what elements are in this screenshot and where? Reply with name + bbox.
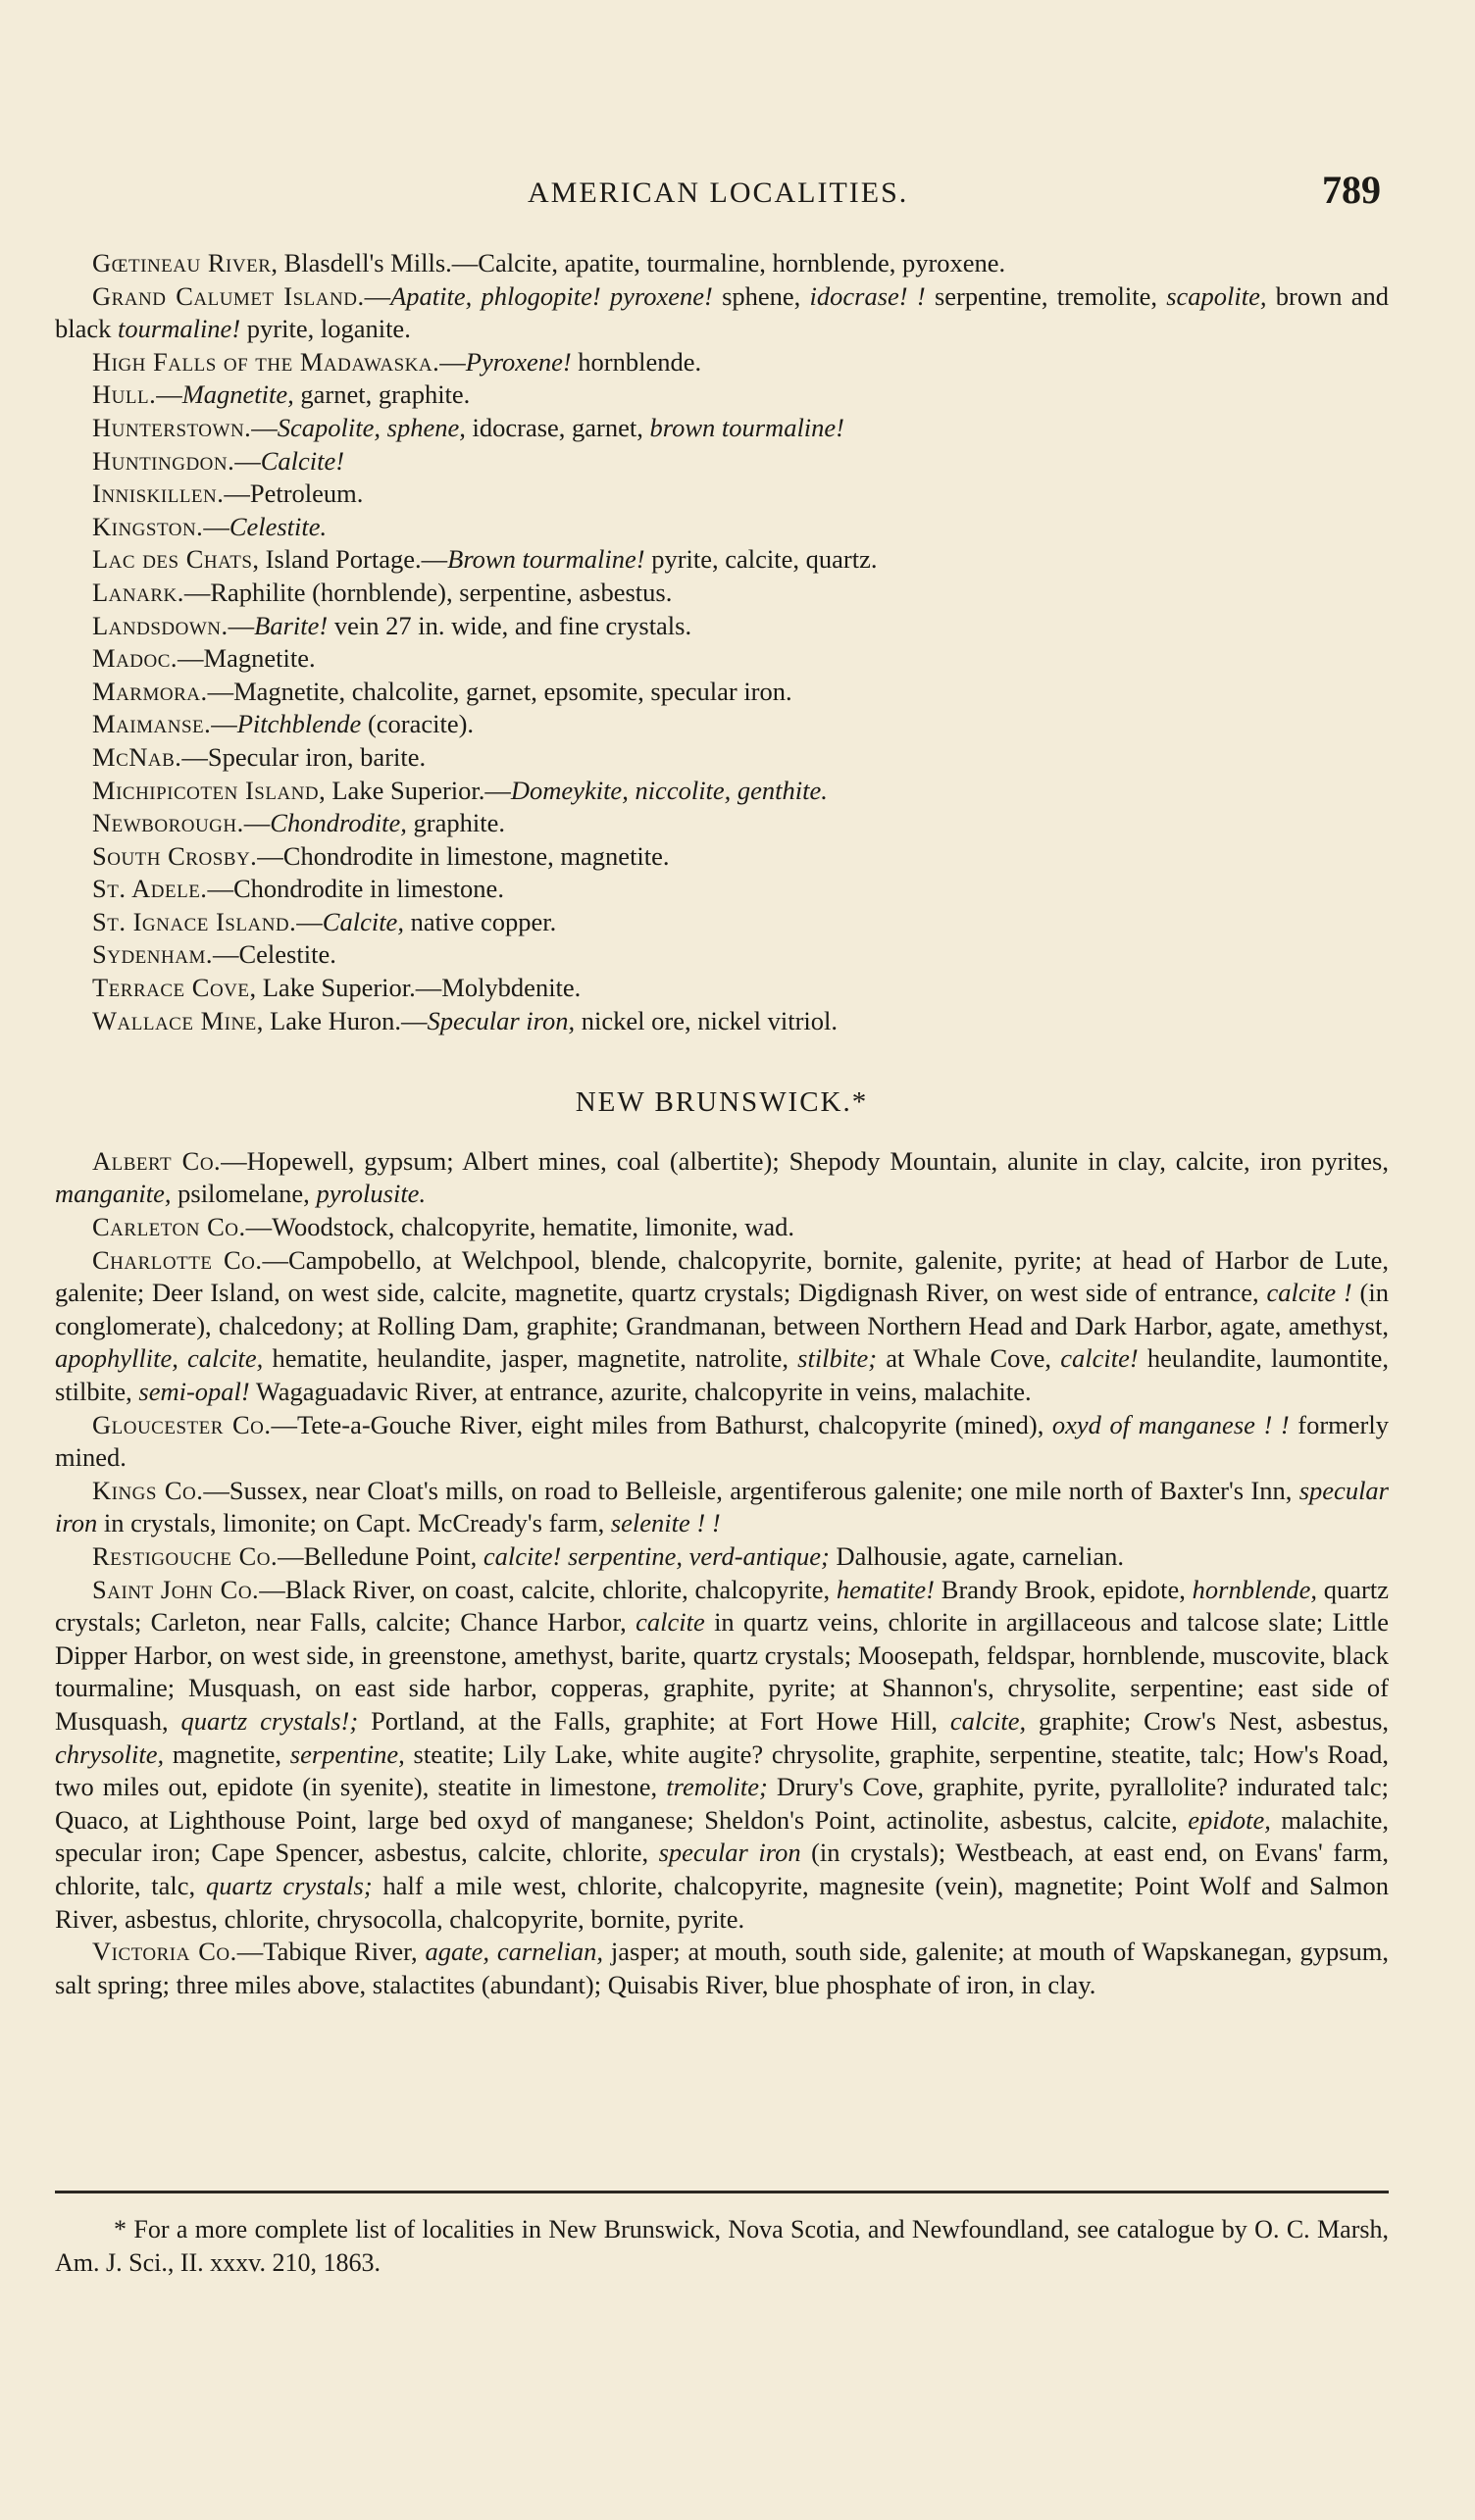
entry-text: —Magnetite, chalcolite, garnet, epsomite, specular iron. — [207, 676, 792, 706]
entry-text: —Tabique River, — [236, 1937, 426, 1967]
entry-text: , Lake Huron.— — [256, 1005, 428, 1035]
locality-name: McNab. — [92, 741, 182, 772]
mineral-emphasis: hematite! — [836, 1574, 935, 1604]
entry-text: jasper; at mouth, south side, galenite; at mouth of Wapskanegan, gypsum, salt spring; three miles above, stalactites (abundant); Quisabis River, blue phosphate of iron, in clay. — [55, 1937, 1389, 1999]
mineral-emphasis: calcite! serpentine, verd-antique; — [483, 1540, 830, 1571]
entry-text: — — [296, 906, 323, 936]
entry-text: —Belledune Point, — [278, 1540, 483, 1571]
locality-name: Michipicoten Island — [92, 775, 320, 805]
entry-text: — — [234, 445, 261, 476]
entry-text: steatite; Lily Lake, white augite? chrysolite, graphite, serpentine, steatite, talc; How's Road, two miles out, epidote (in syenite), steatite in limestone, — [55, 1739, 1389, 1802]
entry-text: heulandite, laumontite, stilbite, — [55, 1343, 1390, 1406]
locality-entry — [55, 445, 1389, 479]
locality-entry — [55, 1574, 1389, 1937]
entry-text: —Raphilite (hornblende), serpentine, asbestus. — [183, 577, 673, 607]
mineral-emphasis: brown tourmaline! — [649, 412, 845, 442]
section-heading-new-brunswick: NEW BRUNSWICK.* — [575, 1086, 869, 1119]
mineral-emphasis: epidote, — [1188, 1804, 1271, 1835]
locality-entry — [55, 478, 1389, 511]
locality-entry — [55, 642, 1389, 676]
locality-entry — [55, 840, 1389, 874]
body-text — [55, 247, 1389, 2001]
mineral-emphasis: Domeykite, niccolite, genthite. — [510, 775, 828, 805]
entry-text: Portland, at the Falls, graphite; at Fort Howe Hill, — [358, 1705, 950, 1736]
mineral-emphasis: Calcite, — [322, 906, 404, 936]
locality-name: Newborough. — [92, 808, 244, 838]
footnote-text: * For a more complete list of localities in New Brunswick, Nova Scotia, and Newfoundland, see catalogue by O. C. Marsh, Am. J. Sci., II. xxxv. 210, 1863. — [55, 2215, 1389, 2277]
entry-text: , Lake Superior.—Molybdenite. — [249, 973, 582, 1003]
entry-text: — — [364, 280, 391, 311]
entry-text: — — [203, 511, 229, 541]
locality-name: St. Ignace Island. — [92, 906, 297, 936]
locality-name: High Falls of the Madawaska. — [92, 346, 440, 377]
locality-entry — [55, 708, 1389, 741]
entry-text: idocrase, garnet, — [465, 412, 650, 442]
entry-text: graphite; Crow's Nest, asbestus, — [1026, 1705, 1390, 1736]
mineral-emphasis: Apatite, phlogopite! pyroxene! — [390, 280, 713, 311]
locality-entry — [55, 412, 1389, 445]
entry-text: —Hopewell, gypsum; Albert mines, coal (albertite); Shepody Mountain, alunite in clay, calcite, iron pyrites, — [221, 1145, 1389, 1176]
locality-entry — [55, 676, 1389, 709]
entry-text: , Lake Superior.— — [319, 775, 511, 805]
entry-text: — — [228, 610, 255, 640]
entry-text: pyrite, loganite. — [240, 314, 411, 344]
locality-name: Restigouche Co. — [92, 1540, 279, 1571]
locality-name: Terrace Cove — [92, 973, 250, 1003]
entry-text: native copper. — [403, 906, 557, 936]
mineral-emphasis: calcite, — [949, 1705, 1027, 1736]
locality-name: St. Adele. — [92, 874, 208, 904]
mineral-emphasis: manganite, — [55, 1179, 172, 1209]
entry-text: —Woodstock, chalcopyrite, hematite, limonite, wad. — [245, 1212, 795, 1242]
entry-text: Dalhousie, agate, carnelian. — [829, 1540, 1125, 1571]
locality-name: Gloucester Co. — [92, 1409, 272, 1439]
mineral-emphasis: agate, carnelian, — [425, 1937, 604, 1967]
entry-text: Brandy Brook, epidote, — [935, 1574, 1193, 1604]
entry-text: —Sussex, near Cloat's mills, on road to Belleisle, argentiferous galenite; one mile north of Baxter's Inn, — [203, 1475, 1299, 1505]
locality-entry — [55, 741, 1389, 775]
entry-text: nickel ore, nickel vitriol. — [575, 1005, 839, 1035]
locality-name: Grand Calumet Island. — [92, 280, 365, 311]
entry-text: in quartz veins, chlorite in argillaceous and talcose slate; Little Dipper Harbor, on west side, in greenstone, amethyst, barite, quartz crystals; Moosepath, feldspar, hornblende, muscovite, black tourmaline; Musquash, on east side harbor, copperas, graphite, pyrite; at Shannon's, chrysolite, serpentine; east side of Musquash, — [55, 1607, 1389, 1736]
locality-name: Albert Co. — [92, 1145, 222, 1176]
locality-entry — [55, 906, 1389, 939]
running-head — [0, 167, 1475, 226]
entry-text: —Black River, on coast, calcite, chlorite, chalcopyrite, — [259, 1574, 837, 1604]
locality-name: Carleton Co. — [92, 1212, 246, 1242]
mineral-emphasis: Calcite! — [260, 445, 345, 476]
entry-text: — — [211, 709, 237, 739]
locality-name: Hull. — [92, 379, 157, 410]
locality-entry — [55, 577, 1389, 610]
entry-text: garnet, graphite. — [293, 379, 471, 410]
entry-text: sphene, — [712, 280, 810, 311]
locality-entry — [55, 1005, 1389, 1038]
mineral-emphasis: Chondrodite, — [270, 808, 407, 838]
entry-text: — — [439, 346, 466, 377]
entry-text: —Magnetite. — [178, 643, 316, 674]
locality-name: Inniskillen. — [92, 479, 225, 509]
mineral-emphasis: Scapolite, sphene, — [277, 412, 466, 442]
locality-name: Hunterstown. — [92, 412, 252, 442]
entry-text: (in conglomerate), chalcedony; at Rolling Dam, graphite; Grandmanan, between Northern Head and Dark Harbor, agate, amethyst, — [55, 1278, 1389, 1340]
locality-entry — [55, 346, 1389, 379]
mineral-emphasis: scapolite, — [1166, 280, 1267, 311]
locality-entry — [55, 1936, 1389, 2001]
locality-name: Lac des Chats — [92, 544, 253, 575]
mineral-emphasis: chrysolite, — [55, 1739, 165, 1769]
mineral-emphasis: serpentine, — [289, 1739, 405, 1769]
mineral-emphasis: calcite! — [1060, 1343, 1139, 1374]
entry-text: brown and black — [55, 280, 1389, 344]
mineral-emphasis: Brown tourmaline! — [447, 544, 645, 575]
entry-text: —Petroleum. — [224, 479, 364, 509]
mineral-emphasis: apophyllite, calcite, — [55, 1343, 264, 1374]
mineral-emphasis: calcite ! — [1266, 1278, 1352, 1308]
entry-text: — — [243, 808, 271, 838]
locality-entry — [55, 775, 1389, 808]
entry-text: Wagaguadavic River, at entrance, azurite, chalcopyrite in veins, malachite. — [249, 1377, 1032, 1406]
locality-entry — [55, 1211, 1389, 1244]
entry-text: —Campobello, at Welchpool, blende, chalcopyrite, bornite, galenite, pyrite; at head of Harbor de Lute, galenite; Deer Island, on west side, calcite, magnetite, quartz crystals; Digdignash River, on west side of entrance, — [55, 1244, 1389, 1308]
locality-name: South Crosby. — [92, 840, 258, 871]
locality-entry — [55, 247, 1389, 280]
entry-text: half a mile west, chlorite, chalcopyrite, magnesite (vein), magnetite; Point Wolf and Salmon River, asbestus, chlorite, chrysocolla, chalcopyrite, bornite, pyrite. — [55, 1870, 1390, 1934]
locality-entry — [55, 543, 1389, 577]
mineral-emphasis: Barite! — [254, 610, 329, 640]
locality-name: Maimanse. — [92, 709, 212, 739]
mineral-emphasis: quartz crystals!; — [180, 1705, 359, 1736]
entry-text: , Island Portage.— — [252, 544, 448, 575]
entry-text: (in crystals); Westbeach, at east end, on Evans' farm, chlorite, talc, — [55, 1838, 1389, 1900]
mineral-emphasis: calcite — [636, 1607, 705, 1638]
locality-list-canada — [55, 247, 1389, 1037]
locality-name: Landsdown. — [92, 610, 229, 640]
locality-name: Lanark. — [92, 577, 184, 607]
entry-text: (coracite). — [361, 709, 475, 739]
page-number: 789 — [1322, 168, 1381, 212]
locality-name: Huntingdon. — [92, 445, 235, 476]
mineral-emphasis: Specular iron, — [427, 1005, 576, 1035]
entry-text: hematite, heulandite, jasper, magnetite, natrolite, — [263, 1343, 798, 1374]
mineral-emphasis: tourmaline! — [118, 314, 241, 344]
entry-text: quartz crystals; Carleton, near Falls, calcite; Chance Harbor, — [55, 1574, 1389, 1638]
mineral-emphasis: Pyroxene! — [465, 346, 572, 377]
mineral-emphasis: specular iron — [658, 1838, 801, 1868]
entry-text: — — [251, 412, 278, 442]
entry-text: — — [156, 379, 182, 410]
entry-text: —Celestite. — [212, 939, 336, 970]
locality-entry — [55, 610, 1389, 643]
locality-entry — [55, 378, 1389, 412]
entry-text: —Chondrodite in limestone, magnetite. — [257, 840, 670, 871]
locality-entry — [55, 1475, 1389, 1540]
mineral-emphasis: Magnetite, — [181, 379, 294, 410]
running-title: AMERICAN LOCALITIES. — [528, 176, 909, 209]
locality-name: Kingston. — [92, 511, 204, 541]
entry-text: at Whale Cove, — [877, 1343, 1061, 1374]
locality-entry — [55, 1145, 1389, 1211]
locality-entry — [55, 807, 1389, 840]
mineral-emphasis: idocrase! ! — [809, 280, 926, 311]
locality-entry — [55, 1409, 1389, 1475]
locality-name: Sydenham. — [92, 939, 213, 970]
locality-entry — [55, 1244, 1389, 1409]
mineral-emphasis: Celestite. — [229, 511, 328, 541]
locality-name: Saint John Co. — [92, 1574, 260, 1604]
footnote-rule — [55, 2191, 1389, 2193]
entry-text: hornblende. — [571, 346, 702, 377]
entry-text: in crystals, limonite; on Capt. McCready's farm, — [97, 1508, 611, 1538]
locality-name: Victoria Co. — [92, 1937, 237, 1967]
entry-text: magnetite, — [164, 1739, 290, 1769]
locality-entry — [55, 1540, 1389, 1574]
locality-list-new-brunswick — [55, 1145, 1389, 2001]
mineral-emphasis: selenite ! ! — [610, 1508, 721, 1538]
locality-entry — [55, 873, 1389, 906]
locality-name: Wallace Mine — [92, 1005, 257, 1035]
mineral-emphasis: pyrolusite. — [316, 1179, 427, 1209]
locality-name: Marmora. — [92, 676, 208, 706]
entry-text: graphite. — [406, 808, 505, 838]
mineral-emphasis: Pitchblende — [236, 709, 362, 739]
mineral-emphasis: quartz crystals; — [205, 1870, 373, 1900]
locality-entry — [55, 511, 1389, 544]
locality-name: Kings Co. — [92, 1475, 204, 1505]
entry-text: —Specular iron, barite. — [181, 741, 427, 772]
mineral-emphasis: tremolite; — [666, 1772, 768, 1802]
locality-entry — [55, 972, 1389, 1005]
mineral-emphasis: oxyd of manganese ! ! — [1051, 1409, 1290, 1439]
entry-text: vein 27 in. wide, and fine crystals. — [328, 610, 692, 640]
locality-entry — [55, 938, 1389, 972]
entry-text: serpentine, tremolite, — [925, 280, 1167, 311]
entry-text: , Blasdell's Mills.—Calcite, apatite, tourmaline, hornblende, pyroxene. — [271, 248, 1006, 277]
entry-text: —Tete-a-Gouche River, eight miles from Bathurst, chalcopyrite (mined), — [271, 1409, 1052, 1439]
entry-text: Drury's Cove, graphite, pyrite, pyrallolite? indurated talc; Quaco, at Lighthouse Point, large bed oxyd of manganese; Sheldon's Point, actinolite, asbestus, calcite, — [55, 1772, 1390, 1835]
entry-text: malachite, specular iron; Cape Spencer, asbestus, calcite, chlorite, — [55, 1804, 1389, 1868]
footnote — [55, 2213, 1389, 2280]
entry-text: pyrite, calcite, quartz. — [644, 544, 878, 575]
locality-name: Charlotte Co. — [92, 1244, 263, 1275]
entry-text: formerly mined. — [55, 1409, 1389, 1473]
mineral-emphasis: hornblende, — [1192, 1574, 1317, 1604]
locality-entry — [55, 280, 1389, 346]
entry-text: psilomelane, — [171, 1179, 317, 1209]
mineral-emphasis: specular iron — [55, 1475, 1389, 1538]
locality-name: Madoc. — [92, 643, 178, 674]
locality-name: Gœtineau River — [92, 248, 272, 277]
entry-text: —Chondrodite in limestone. — [207, 874, 504, 904]
mineral-emphasis: semi-opal! — [138, 1377, 250, 1406]
mineral-emphasis: stilbite; — [797, 1343, 878, 1374]
